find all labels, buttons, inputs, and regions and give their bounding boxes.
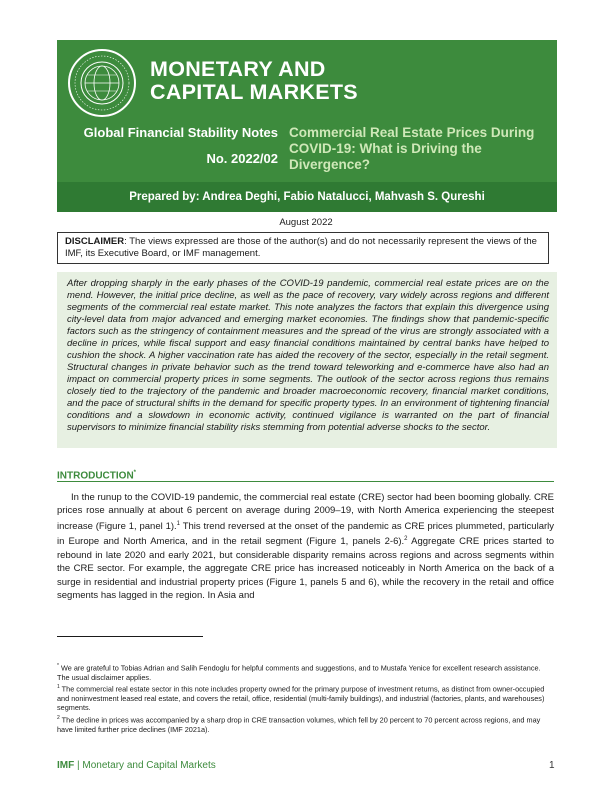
footnote-text: We are grateful to Tobias Adrian and Salih Fendoglu for helpful comments and suggestions, and to Mustafa Yenice for excellent research assistance. The usual disclaimer applies. [57,663,541,682]
footnote-mark: * [57,663,59,669]
footnote-ref-2[interactable]: 2 [404,536,408,543]
page-number: 1 [549,760,555,771]
paper-title: Commercial Real Estate Prices During COVID-19: What is Driving the Divergence? [289,125,535,172]
series-name: Global Financial Stability Notes [83,125,278,140]
brand-line-1: MONETARY AND [150,57,326,81]
footer-section: | Monetary and Capital Markets [74,760,216,771]
introduction-heading-text: INTRODUCTION [57,470,134,482]
intro-text-3: Aggregate CRE prices started to rebound in late 2020 and early 2021, but considerable disparity remains across regions and across segments within the CRE sector. For example, the aggregate CRE price has increased noticeably in North America on the back of a surge in residential and industrial property prices (Figure 1, panels 5 and 6), while the recovery in the retail and office segments has lagged in the region. In Asia and [57,536,554,602]
intro-text-1: In the runup to the COVID-19 pandemic, the commercial real estate (CRE) sector had been booming globally. CRE prices rose annually at about 6 percent on average during 2009–19, with North America experiencing the steepest increase (Figure 1, panel 1). [57,492,554,532]
introduction-paragraph [57,491,554,603]
introduction-heading-mark: * [133,470,137,476]
footnote-item [57,714,554,734]
footnote-ref-1[interactable]: 1 [176,520,181,527]
intro-text-2: This trend reversed at the onset of the pandemic as CRE prices plummeted, particularly in Europe and North America, and in the retail segment (Figure 1, panels 2-6). [57,520,555,548]
abstract-box: After dropping sharply in the early phases of the COVID-19 pandemic, commercial real estate prices are on the mend. However, the initial price decline, as well as the pace of recovery, vary widely across regions and different segments of the commercial real estate market. This note analyzes the factors that explain this divergence using city-level data from major advanced and emerging market economies. The findings show that pandemic-specific factors such as the stringency of containment measures and the spread of the virus are strongly associated with a decline in prices, while fiscal support and easy financial conditions maintained by central banks have helped to cushion the shock. A higher vaccination rate has aided the recovery of the sector, especially in the retail segment. Structural changes in private behavior such as the trend toward teleworking and e-commerce have also had an impact on commercial property prices in some segments. The outlook of the sector across regions thus remains closely tied to the trajectory of the pandemic and broader macroeconomic recovery, financial market conditions, and the pace of structural shifts in the demand for specific property types. In an environment of tightening financial conditions and a slowdown in economic activity, continued vigilance is warranted on the part of financial supervisors to minimize financial stability risks stemming from potential adverse shocks to the sector. [57,272,557,448]
brand-line-2: CAPITAL MARKETS [150,80,358,104]
imf-seal-icon [67,48,137,118]
footnotes [57,662,554,735]
footer-org: IMF [57,760,75,771]
brand-title [150,58,358,104]
disclaimer-text: : The views expressed are those of the author(s) and do not necessarily represent the views of the IMF, its Executive Board, or IMF management. [65,236,537,259]
publication-date: August 2022 [279,217,333,228]
footnote-mark: 2 [57,714,60,721]
series-number: No. 2022/02 [206,151,278,166]
footnote-divider [57,636,203,637]
section-divider [57,481,554,482]
disclaimer-box [57,232,549,264]
footnote-mark: 1 [57,684,60,691]
footnote-item [57,662,554,682]
page-footer [57,760,216,771]
footnote-text: The decline in prices was accompanied by a sharp drop in CRE transaction volumes, which fell by 20 percent to 70 percent across regions, and may have limited further price declines (IMF 2021a). [57,715,541,734]
footnote-item [57,683,554,713]
authors-line: Prepared by: Andrea Deghi, Fabio Natalucci, Mahvash S. Qureshi [57,182,557,212]
header-banner [57,40,557,212]
footnote-text: The commercial real estate sector in this note includes property owned for the primary purpose of investment returns, as distinct from owner-occupied and noninvestment leased real estate, and covers the retail, office, residential (multi-family buildings), and industrial (factories, plants, and warehouses) segments. [57,684,545,713]
series-label [64,125,278,167]
disclaimer-label: DISCLAIMER [65,236,125,247]
introduction-heading [57,470,136,481]
